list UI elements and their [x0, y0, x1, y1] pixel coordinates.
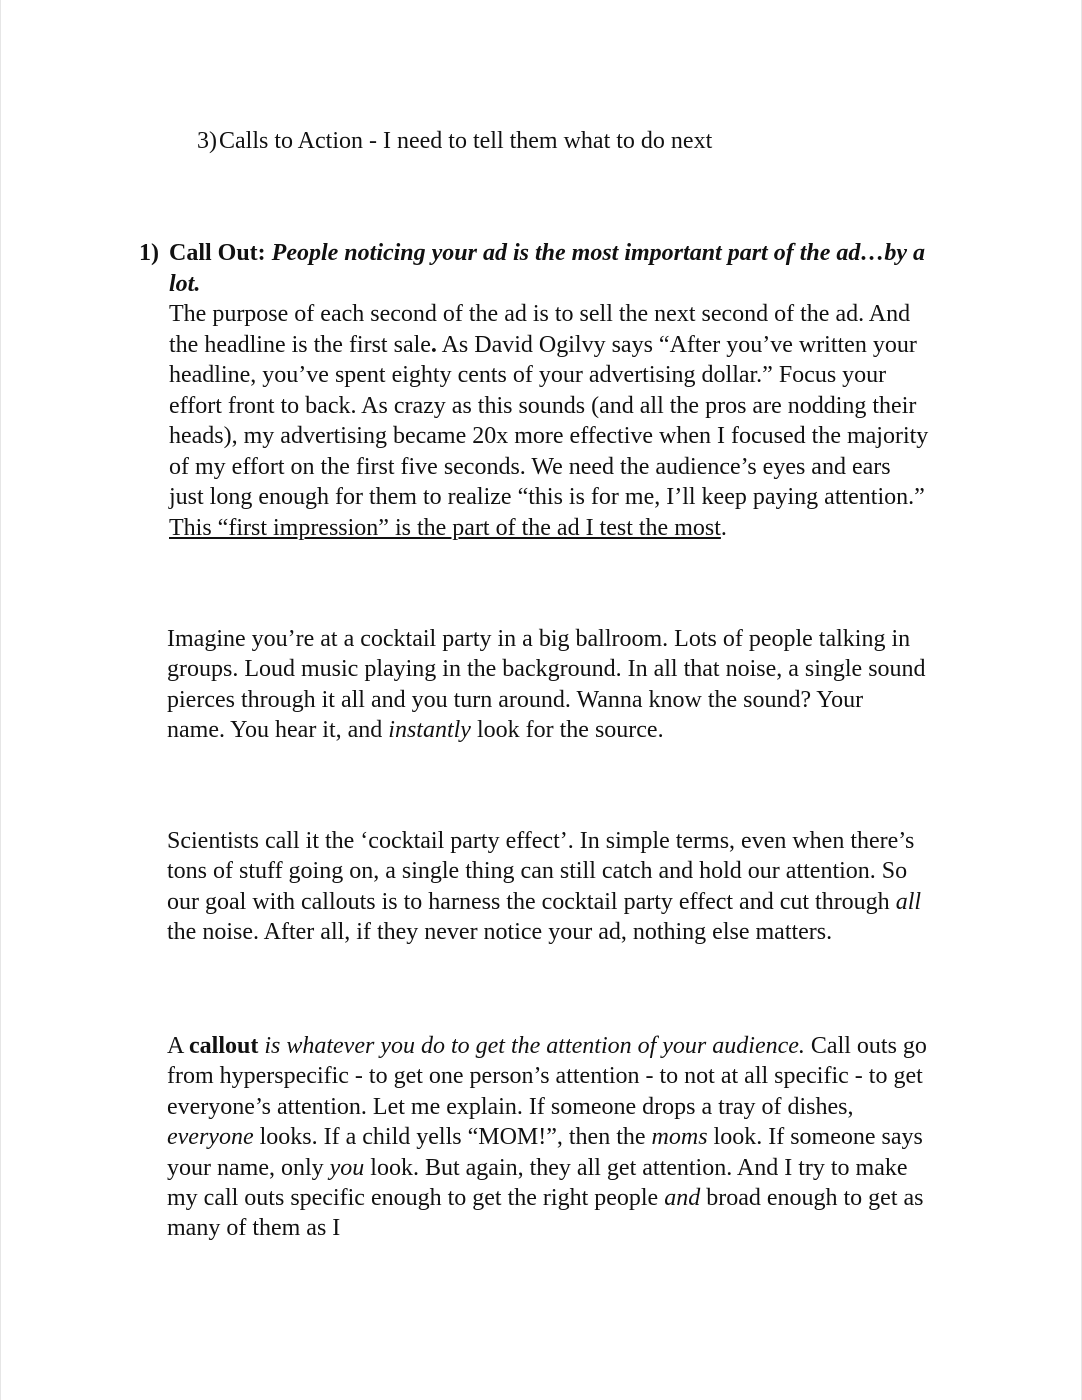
section-body [169, 238, 929, 543]
paragraph-text: look for the source. [470, 717, 664, 744]
paragraph-text: broad enough to get as many of them as I [167, 1185, 924, 1242]
paragraph-text: look. If someone says your name, only [167, 1124, 923, 1181]
paragraph-text: look. But again, they all get attention. And I try to make my call outs specific enough to get the right people [167, 1154, 908, 1212]
paragraph-italic: instantly [388, 717, 471, 744]
body-end: . [720, 514, 727, 541]
paragraph-text: the noise. After all, if they never notice your ad, nothing else matters. [167, 919, 833, 946]
paragraph-cocktail-party [167, 624, 927, 746]
section-heading-italic: People noticing your ad is the most important part of the ad…by a lot. [169, 240, 926, 297]
paragraph-text: Call outs go from hyperspecific - to get one person’s attention - to not at all specific - to get everyone’s attention. Let me explain. If someone drops a tray of dishes, [167, 1033, 927, 1120]
paragraph-italic: all [895, 888, 922, 915]
section-heading-label: Call Out: [169, 240, 266, 266]
section-number: 1) [139, 240, 159, 266]
paragraph-scientists [167, 826, 927, 948]
body-bold-period: . [430, 331, 437, 358]
list-item-text: Calls to Action - I need to tell them what to do next [219, 128, 713, 154]
paragraph-bold-term: callout [189, 1033, 259, 1059]
paragraph-text: Imagine you’re at a cocktail party in a big ballroom. Lots of people talking in groups. Loud music playing in the background. In all that noise, a single sound pierces through it all and you turn around. Wanna know the sound? Your name. You hear it, and [167, 626, 926, 744]
list-item-calls-to-action [197, 126, 712, 156]
paragraph-italic-definition: is whatever you do to get the attention of your audience. [258, 1033, 805, 1059]
paragraph-italic: everyone [167, 1124, 254, 1151]
body-text-1: The purpose of each second of the ad is to sell the next second of the ad. And the headline is the first sale [169, 301, 911, 358]
paragraph-italic: and [664, 1185, 701, 1212]
body-underlined: This “first impression” is the part of the ad I test the most [169, 514, 721, 541]
list-number: 3) [197, 128, 217, 154]
paragraph-italic: moms [651, 1124, 708, 1151]
section-call-out [139, 238, 929, 543]
paragraph-text: looks. If a child yells “MOM!”, then the [253, 1124, 652, 1151]
paragraph-text: Scientists call it the ‘cocktail party effect’. In simple terms, even when there’s tons of stuff going on, a single thing can still catch and hold our attention. So our goal with callouts is to harness the cocktail party effect and cut through [167, 828, 915, 915]
paragraph-text: A [167, 1033, 190, 1059]
paragraph-italic: you [329, 1154, 365, 1181]
body-text-2: As David Ogilvy says “After you’ve written your headline, you’ve spent eighty cents of your advertising dollar.” Focus your effort front to back. As crazy as this sounds (and all the pros are nodding their heads), my advertising became 20x more effective when I focused the majority of my effort on the first five seconds. We need the audience’s eyes and ears just long enough for them to realize “this is for me, I’ll keep paying attention.” [169, 331, 929, 510]
paragraph-callout-definition [167, 1031, 927, 1244]
